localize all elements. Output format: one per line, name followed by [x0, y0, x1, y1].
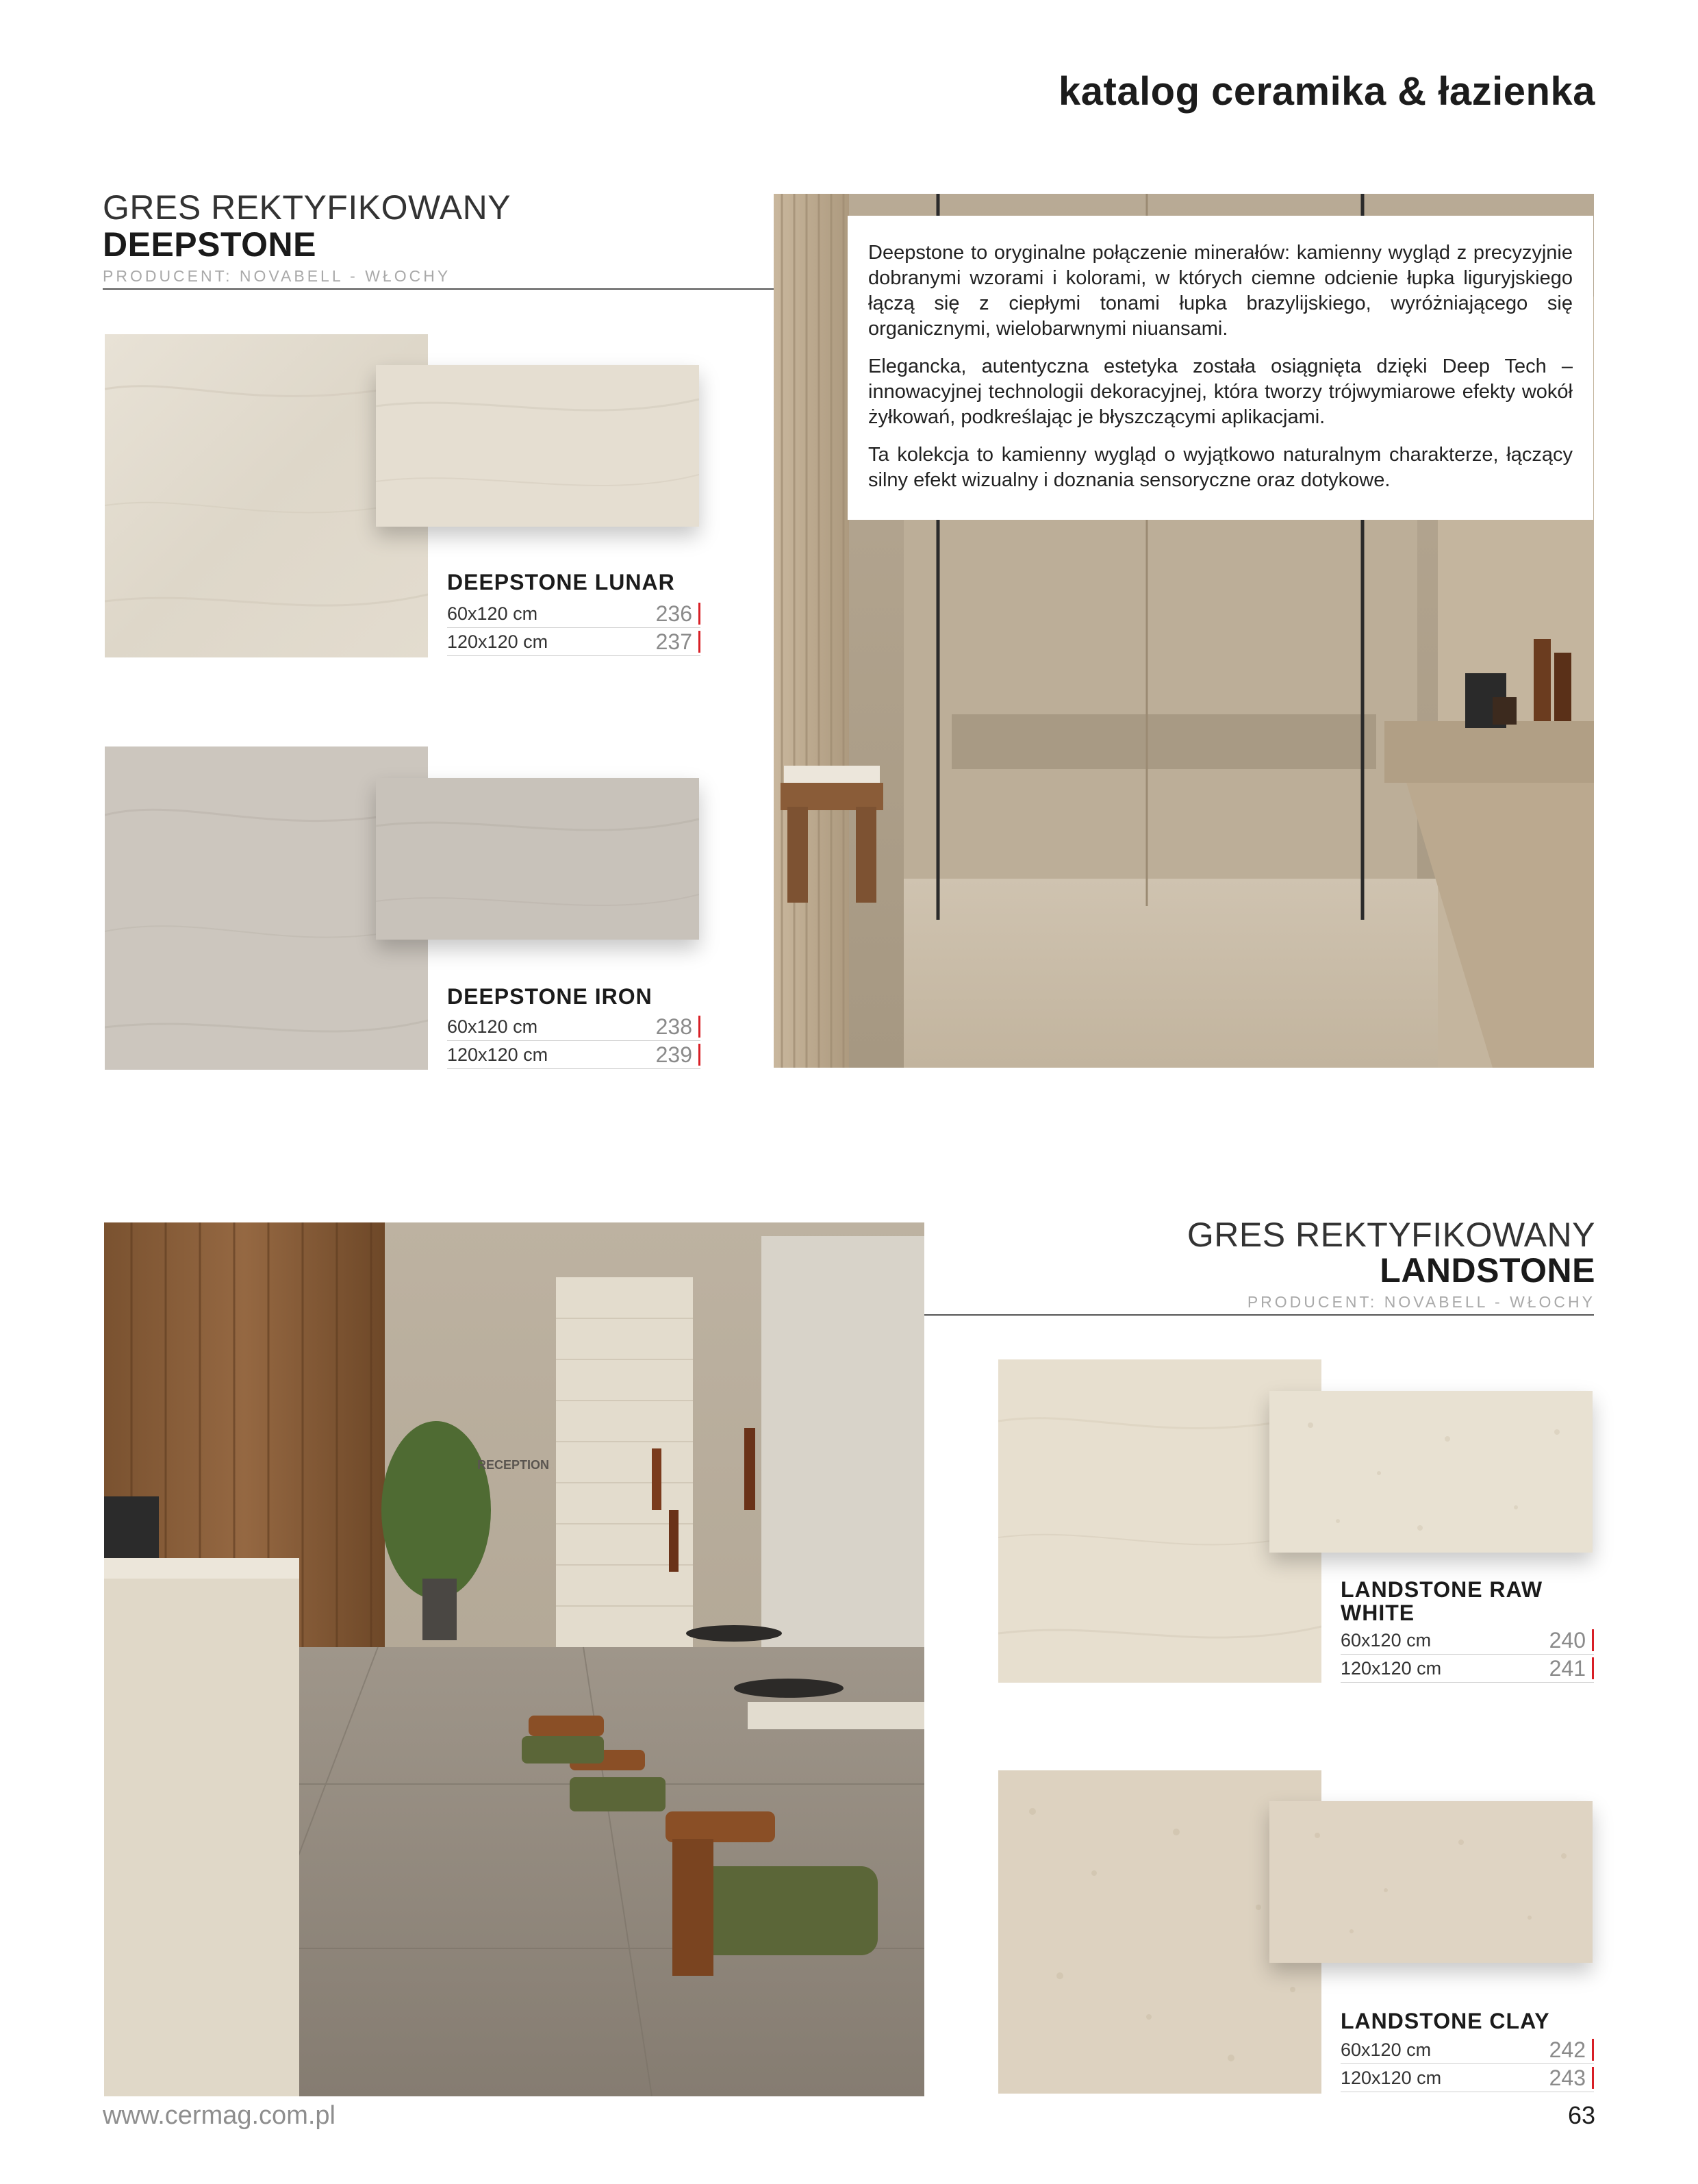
section-divider — [103, 288, 774, 290]
red-marker — [1592, 2039, 1594, 2061]
section-producer: PRODUCENT: NOVABELL - WŁOCHY — [1247, 1293, 1595, 1311]
size-label: 60x120 cm — [1341, 1629, 1432, 1650]
size-label: 120x120 cm — [447, 631, 548, 652]
size-label: 120x120 cm — [1341, 2067, 1442, 2088]
size-row — [447, 1041, 700, 1069]
page-ref: 241 — [1549, 1655, 1586, 1681]
tile-small-swatch — [1269, 1391, 1593, 1553]
product-name: LANDSTONE RAW WHITE — [1341, 1577, 1543, 1625]
size-list — [1341, 2036, 1594, 2092]
page-ref: 238 — [655, 1014, 692, 1039]
red-marker — [698, 1044, 700, 1066]
size-list — [1341, 1627, 1594, 1683]
size-label: 120x120 cm — [1341, 1657, 1442, 1679]
section-divider — [924, 1314, 1594, 1316]
size-list — [447, 600, 700, 656]
red-marker — [698, 603, 700, 625]
red-marker — [698, 631, 700, 653]
page-ref: 239 — [655, 1042, 692, 1067]
size-label: 60x120 cm — [447, 1016, 538, 1037]
website-link[interactable]: www.cermag.com.pl — [103, 2101, 335, 2130]
section-name: LANDSTONE — [1380, 1251, 1595, 1290]
size-row — [1341, 2064, 1594, 2092]
tile-small-swatch — [376, 778, 699, 940]
size-label: 60x120 cm — [447, 603, 538, 624]
size-row — [447, 1013, 700, 1041]
size-row — [447, 628, 700, 656]
catalog-title: katalog ceramika & łazienka — [1058, 69, 1595, 114]
page-ref: 240 — [1549, 1627, 1586, 1653]
red-marker — [1592, 1657, 1594, 1679]
size-row — [1341, 1627, 1594, 1655]
section-producer: PRODUCENT: NOVABELL - WŁOCHY — [103, 267, 451, 285]
red-marker — [1592, 1629, 1594, 1651]
description-paragraph: Ta kolekcja to kamienny wygląd o wyjątkowo naturalnym charakterze, łączący silny efekt wizualny i doznania sensoryczne oraz dotykowe. — [868, 444, 1573, 491]
product-name: DEEPSTONE IRON — [447, 984, 652, 1009]
description-paragraph: Elegancka, autentyczna estetyka została osiągnięta dzięki Deep Tech – innowacyjnej technologii dekoracyjnej, która tworzy trójwymiarowe efekty wokół żyłkowań, podkreślając je błyszczącymi aplikacjami. — [868, 355, 1573, 428]
description-box — [848, 216, 1593, 520]
tile-small-swatch — [1269, 1801, 1593, 1963]
size-row — [1341, 1655, 1594, 1683]
page-ref: 242 — [1549, 2037, 1586, 2062]
page-ref: 237 — [655, 629, 692, 654]
size-row — [447, 600, 700, 628]
section-name: DEEPSTONE — [103, 225, 316, 264]
description-paragraph: Deepstone to oryginalne połączenie minerałów: kamienny wygląd z precyzyjnie dobranymi wzorami i kolorami, w których ciemne odcienie łupka liguryjskiego łączą się z ciepłymi tonami łupka brazylijskiego, wyróżniającego się organicznymi, wielobarwnymi niuansami. — [868, 242, 1573, 340]
section-kicker: GRES REKTYFIKOWANY — [1187, 1216, 1595, 1254]
size-list — [447, 1013, 700, 1069]
page-ref: 236 — [655, 601, 692, 626]
tile-small-swatch — [376, 365, 699, 527]
page-number: 63 — [1567, 2101, 1595, 2129]
section-kicker: GRES REKTYFIKOWANY — [103, 188, 511, 227]
size-label: 120x120 cm — [447, 1044, 548, 1065]
red-marker — [698, 1016, 700, 1038]
red-marker — [1592, 2067, 1594, 2089]
product-name: LANDSTONE CLAY — [1341, 2009, 1550, 2033]
size-label: 60x120 cm — [1341, 2039, 1432, 2060]
reception-sign: RECEPTION — [477, 1458, 550, 1472]
reception-photo — [104, 1222, 924, 2096]
page-ref: 243 — [1549, 2065, 1586, 2090]
size-row — [1341, 2036, 1594, 2064]
product-name: DEEPSTONE LUNAR — [447, 570, 675, 594]
